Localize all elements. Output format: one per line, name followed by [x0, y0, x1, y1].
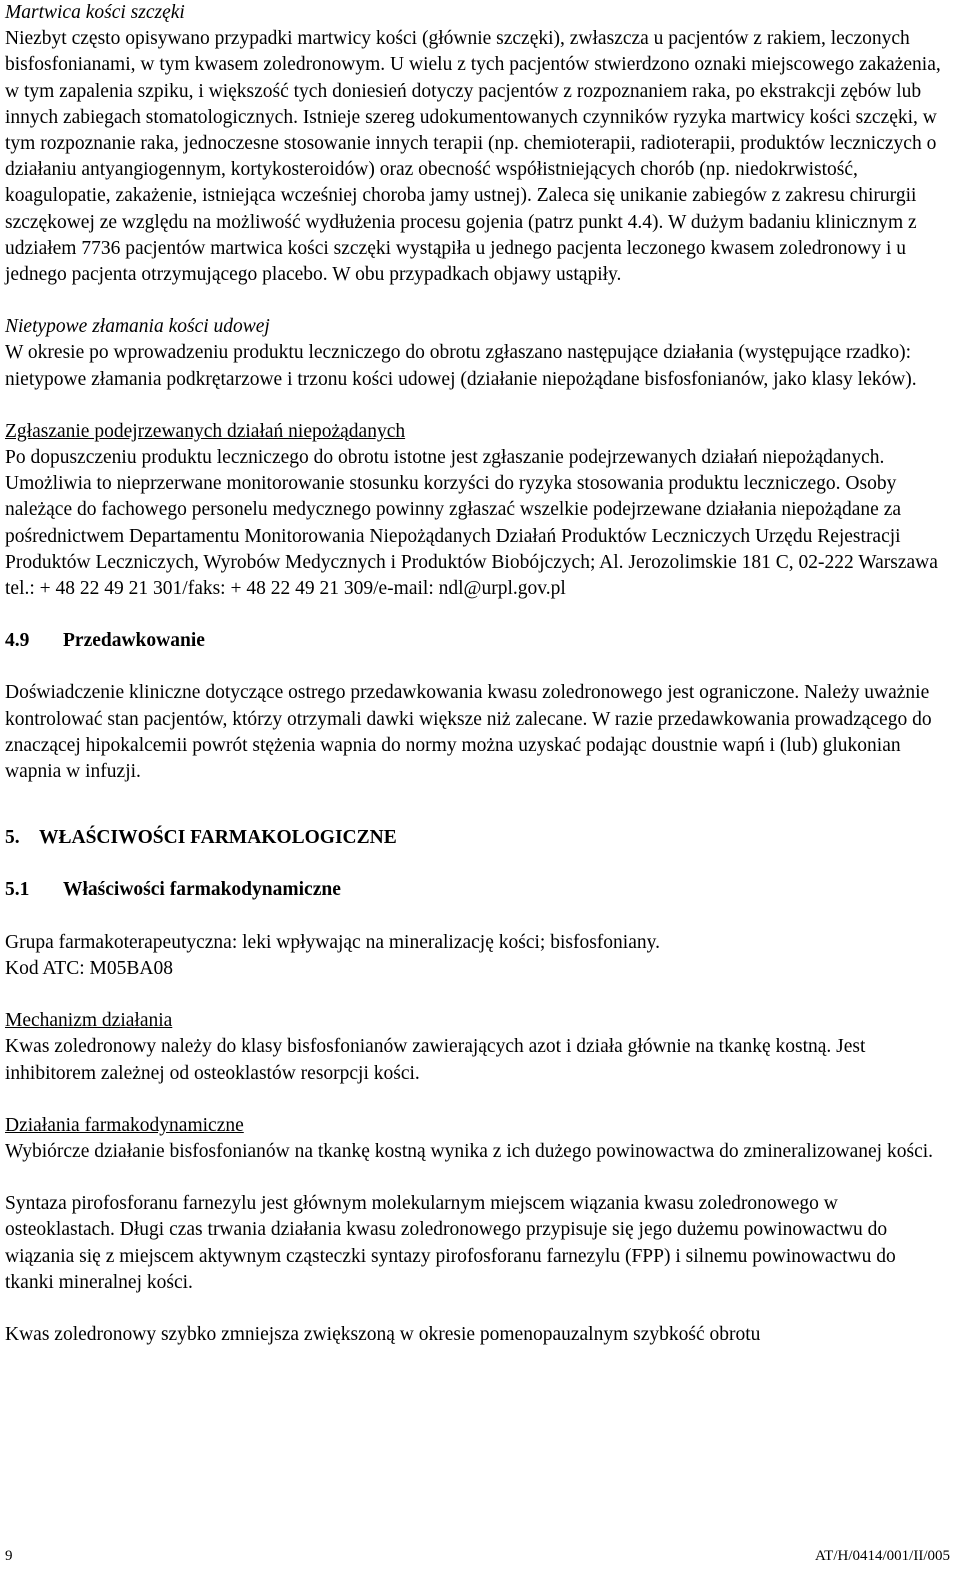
paragraph-pharmacotherapeutic-group: Grupa farmakoterapeutyczna: leki wpływając na mineralizację kości; bisfosfoniany. — [5, 931, 660, 953]
paragraph-jaw-osteonecrosis: Niezbyt często opisywano przypadki martwicy kości (głównie szczęki), zwłaszcza u pacjentów z rakiem, leczonych bisfosfonianami, w tym kwasem zoledronowym. U wielu z tych pacjentów stwierdzono oznaki miejscowego zakażenia, w tym zapalenia szpiku, i większość tych doniesień dotyczy pacjentów z rozpoznaniem raka, po ekstrakcji zębów lub innych zabiegach stomatologicznych. Istnieje szereg udokumentowanych czynników ryzyka martwicy kości szczęki, w tym rozpoznanie raka, jednoczesne stosowanie innych terapii (np. chemioterapii, radioterapii, produktów leczniczych o działaniu antyangiogennym, kortykosteroidów) oraz obecność współistniejących chorób (np. niedokrwistość, koagulopatie, zakażenie, istniejąca wcześniej choroba jamy ustnej). Zaleca się unikanie zabiegów z zakresu chirurgii szczękowej ze względu na możliwość wydłużenia procesu gojenia (patrz punkt 4.4). W dużym badaniu klinicznym z udziałem 7736 pacjentów martwica kości szczęki wystąpiła u jednego pacjenta leczonego kwasem zoledronowy i u jednego pacjenta otrzymującego placebo. W obu przypadkach objawy ustąpiły. — [5, 28, 941, 286]
paragraph-overdose: Doświadczenie kliniczne dotyczące ostrego przedawkowania kwasu zoledronowego jest ograniczone. Należy uważnie kontrolować stan pacjentów, którzy otrzymali dawki większe niż zalecane. W razie przedawkowania prowadzącego do znaczącej hipokalcemii powrót stężenia wapnia do normy można uzyskać podając doustnie wapń i (lub) glukonian wapnia w infuzji. — [5, 682, 932, 783]
section-number: 4.9 — [5, 630, 30, 652]
section-title: Właściwości farmakodynamiczne — [63, 879, 341, 901]
section-heading-overdose — [5, 628, 945, 654]
section-heading-adverse-reporting: Zgłaszanie podejrzewanych działań niepożądanych — [5, 420, 406, 442]
paragraph-mechanism: Kwas zoledronowy należy do klasy bisfosfonianów zawierających azot i działa głównie na tkankę kostną. Jest inhibitorem zależnej od osteoklastów resorpcji kości. — [5, 1036, 866, 1084]
section-number: 5.1 — [5, 879, 30, 901]
document-code: AT/H/0414/001/II/005 — [815, 1548, 950, 1564]
paragraph-adverse-reporting: Po dopuszczeniu produktu leczniczego do obrotu istotne jest zgłaszanie podejrzewanych działań niepożądanych. Umożliwia to nieprzerwane monitorowanie stosunku korzyści do ryzyka stosowania produktu leczniczego. Osoby należące do fachowego personelu medycznego powinny zgłaszać wszelkie podejrzewane działania niepożądane za pośrednictwem Departamentu Monitorowania Niepożądanych Działań Produktów Leczniczych Urzędu Rejestracji Produktów Leczniczych, Wyrobów Medycznych i Produktów Biobójczych; Al. Jerozolimskie 181 C, 02-222 Warszawa tel.: + 48 22 49 21 301/faks: + 48 22 49 21 309/e-mail: ndl@urpl.gov.pl — [5, 447, 938, 600]
page-number: 9 — [5, 1548, 13, 1564]
section-heading-atypical-femur-fractures: Nietypowe złamania kości udowej — [5, 316, 270, 338]
section-title: Przedawkowanie — [63, 630, 205, 652]
section-heading-mechanism: Mechanizm działania — [5, 1010, 173, 1032]
paragraph-pharmacodynamic-effects: Wybiórcze działanie bisfosfonianów na tkankę kostną wynika z ich dużego powinowactwa do zmineralizowanej kości. — [5, 1140, 934, 1162]
section-heading-pharmacodynamics — [5, 877, 945, 903]
document-page — [5, 0, 945, 1348]
section-number: 5. — [5, 827, 20, 849]
paragraph-fpp-synthase: Syntaza pirofosforanu farnezylu jest głównym molekularnym miejscem wiązania kwasu zoledronowego w osteoklastach. Długi czas trwania działania kwasu zoledronowego przypisuje się jego dużemu powinowactwu do wiązania się z miejscem aktywnym cząsteczki syntazy pirofosforanu farnezylu (FPP) i silnemu powinowactwu do tkanki mineralnej kości. — [5, 1193, 896, 1293]
paragraph-atc-code: Kod ATC: M05BA08 — [5, 957, 173, 979]
paragraph-bone-turnover: Kwas zoledronowy szybko zmniejsza zwiększoną w okresie pomenopauzalnym szybkość obrotu — [5, 1323, 761, 1345]
section-heading-pharmacological-properties — [5, 825, 945, 851]
section-title: WŁAŚCIWOŚCI FARMAKOLOGICZNE — [39, 827, 397, 849]
paragraph-atypical-femur-fractures: W okresie po wprowadzeniu produktu leczniczego do obrotu zgłaszano następujące działania (występujące rzadko): nietypowe złamania podkrętarzowe i trzonu kości udowej (działanie niepożądane bisfosfonianów, jako klasy leków). — [5, 342, 917, 390]
section-heading-jaw-osteonecrosis: Martwica kości szczęki — [5, 2, 185, 23]
section-heading-pharmacodynamic-effects: Działania farmakodynamiczne — [5, 1114, 244, 1136]
